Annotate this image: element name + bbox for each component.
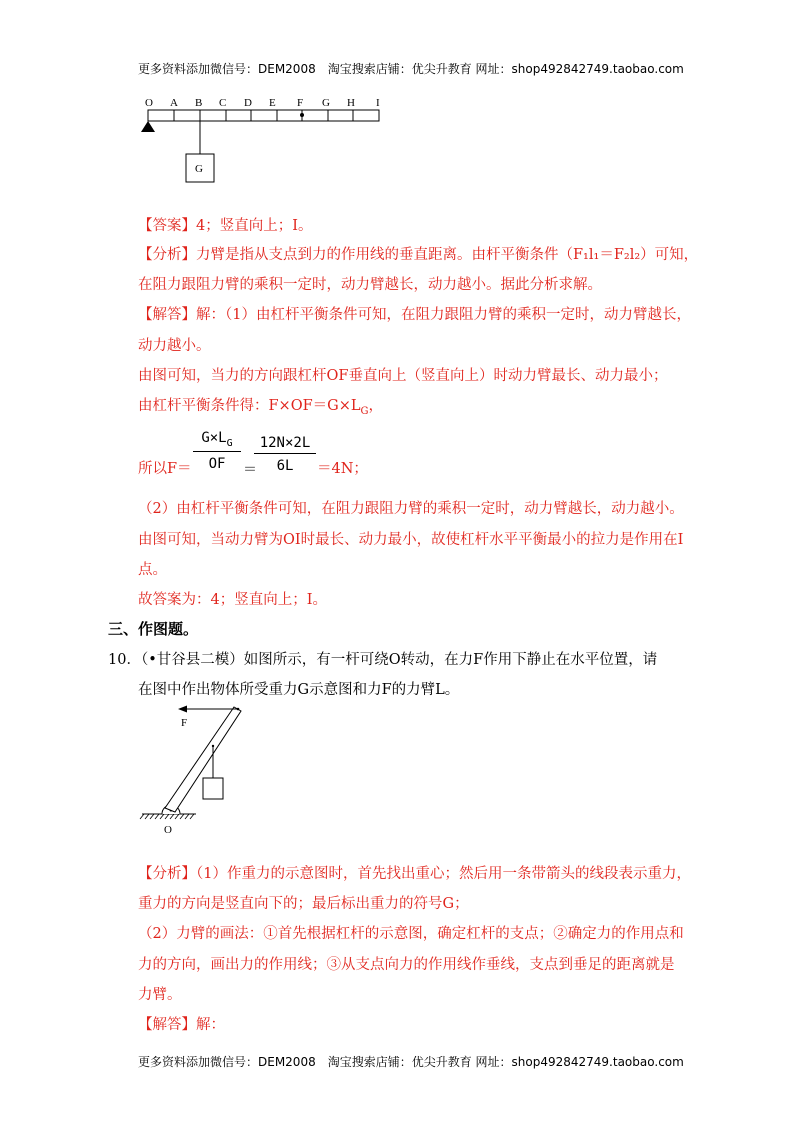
- lever-label-D: D: [244, 97, 252, 109]
- formula-equals: ＝: [243, 462, 257, 478]
- rod-end-dot: [237, 708, 240, 711]
- lever-label-B: B: [195, 97, 203, 109]
- lever-mark-dot: [300, 113, 304, 117]
- solution2-tag: 【解答】: [138, 1017, 196, 1033]
- lever-figure: [138, 92, 388, 187]
- answer-tag: 【答案】: [138, 218, 196, 234]
- page-footer: 更多资料添加微信号：DEM2008 淘宝搜索店铺：优尖升教育 网址：shop492842749.taobao.com: [138, 1055, 684, 1069]
- analysis2-text1: （1）作重力的示意图时，首先找出重心；然后用一条带箭头的线段表示重力，: [196, 866, 691, 882]
- analysis2-line3: （2）力臂的画法：①首先根据杠杆的示意图，确定杠杆的支点；②确定力的作用点和: [138, 926, 684, 942]
- lever-label-H: H: [347, 97, 355, 109]
- lever-label-A: A: [170, 97, 178, 109]
- analysis2-line4: 力的方向，画出力的作用线；③从支点向力的作用线作垂线，支点到垂足的距离就是: [138, 957, 675, 973]
- solution1-line6: 由图可知，当动力臂为OI时最长、动力最小，故使杠杆水平平衡最小的拉力是作用在I: [138, 532, 684, 548]
- fraction-2-denominator: 6L: [276, 458, 294, 474]
- analysis1-tag: 【分析】: [138, 247, 196, 263]
- fraction-2: [254, 435, 316, 474]
- analysis2-line5: 力臂。: [138, 987, 182, 1003]
- page-header: 更多资料添加微信号：DEM2008 淘宝搜索店铺：优尖升教育 网址：shop492842749.taobao.com: [138, 62, 684, 76]
- fraction-1: [193, 430, 241, 472]
- solution1-text4: 由杠杆平衡条件得：F×OF＝G×L: [138, 398, 361, 414]
- lever-label-E: E: [269, 97, 276, 109]
- lever-label-F: F: [297, 97, 304, 109]
- analysis2-line1: [138, 862, 691, 883]
- analysis2-tag: 【分析】: [138, 866, 196, 882]
- section-heading: 三、作图题。: [108, 620, 199, 638]
- solution1-line7: 点。: [138, 562, 167, 578]
- lever-ticks: [174, 110, 353, 121]
- fraction-1-denominator: OF: [208, 455, 226, 472]
- ground-hatching: [140, 814, 194, 819]
- solution1-sub4: G: [360, 405, 369, 417]
- weight-label: G: [195, 163, 203, 175]
- hanging-weight: [203, 778, 223, 799]
- crank-figure: [138, 700, 248, 840]
- q10-line1: 10．（•甘谷县二模）如图所示，有一杆可绕O转动，在力F作用下静止在水平位置，请: [108, 652, 658, 668]
- solution1-text1: 解：（1）由杠杆平衡条件可知，在阻力跟阻力臂的乘积一定时，动力臂越长，: [196, 307, 691, 323]
- answer-line: [138, 214, 312, 235]
- analysis1-line2: 在阻力跟阻力臂的乘积一定时，动力臂越长，动力越小。据此分析求解。: [138, 277, 602, 293]
- solution2-line: [138, 1013, 225, 1034]
- formula-prefix: 所以F＝: [138, 461, 192, 477]
- pivot-label: O: [164, 824, 172, 836]
- force-label: F: [181, 717, 188, 729]
- fraction-1-numerator: $G\times L_G$: [193, 430, 241, 452]
- solution1-line4: [138, 394, 383, 417]
- answer-text: 4；竖直向上；I。: [196, 218, 313, 234]
- analysis1-line1: [138, 243, 698, 264]
- solution1-line1: [138, 303, 691, 324]
- solution1-end4: ，: [368, 398, 384, 414]
- solution1-line8: 故答案为：4；竖直向上；I。: [138, 592, 327, 608]
- lever-bar: [148, 110, 379, 121]
- solution2-text: 解：: [196, 1017, 225, 1033]
- solution1-line3: 由图可知，当力的方向跟杠杆OF垂直向上（竖直向上）时动力臂最长、动力最小；: [138, 368, 668, 384]
- lever-label-O: O: [145, 97, 153, 109]
- lever-label-I: I: [376, 97, 380, 109]
- analysis2-line2: 重力的方向是竖直向下的；最后标出重力的符号G；: [138, 896, 469, 912]
- fraction-2-numerator: 12N×2L: [254, 435, 316, 454]
- pivot-triangle: [141, 121, 155, 132]
- q10-line2: 在图中作出物体所受重力G示意图和力F的力臂L。: [138, 682, 460, 698]
- lever-label-G: G: [322, 97, 330, 109]
- solution1-tag: 【解答】: [138, 307, 196, 323]
- solution1-line2: 动力越小。: [138, 338, 211, 354]
- analysis1-text1: 力臂是指从支点到力的作用线的垂直距离。由杆平衡条件（F₁l₁＝F₂l₂）可知，: [196, 247, 699, 263]
- solution1-line5: （2）由杠杆平衡条件可知，在阻力跟阻力臂的乘积一定时，动力臂越长，动力越小。: [138, 501, 684, 517]
- force-arrowhead: [178, 706, 187, 713]
- lever-label-C: C: [219, 97, 227, 109]
- formula-suffix: ＝4N；: [317, 461, 368, 477]
